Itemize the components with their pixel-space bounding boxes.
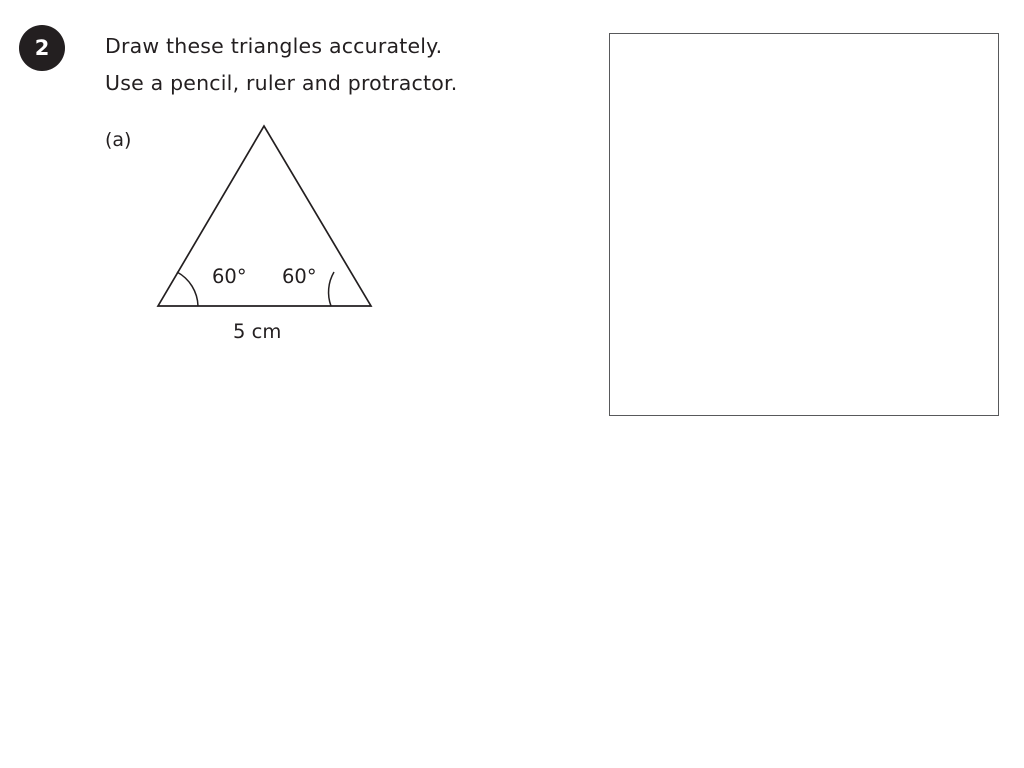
question-instruction-line-1: Draw these triangles accurately.: [105, 34, 443, 58]
answer-box[interactable]: [609, 33, 999, 416]
triangle-diagram: [140, 110, 400, 360]
question-number-badge: 2: [19, 25, 65, 71]
triangle-shape: [158, 126, 371, 306]
left-angle-label: 60°: [212, 265, 247, 288]
base-length-label: 5 cm: [233, 320, 282, 343]
right-angle-arc: [329, 272, 334, 306]
question-part-label: (a): [105, 129, 132, 151]
question-instruction-line-2: Use a pencil, ruler and protractor.: [105, 71, 458, 95]
left-angle-arc: [177, 272, 198, 306]
right-angle-label: 60°: [282, 265, 317, 288]
